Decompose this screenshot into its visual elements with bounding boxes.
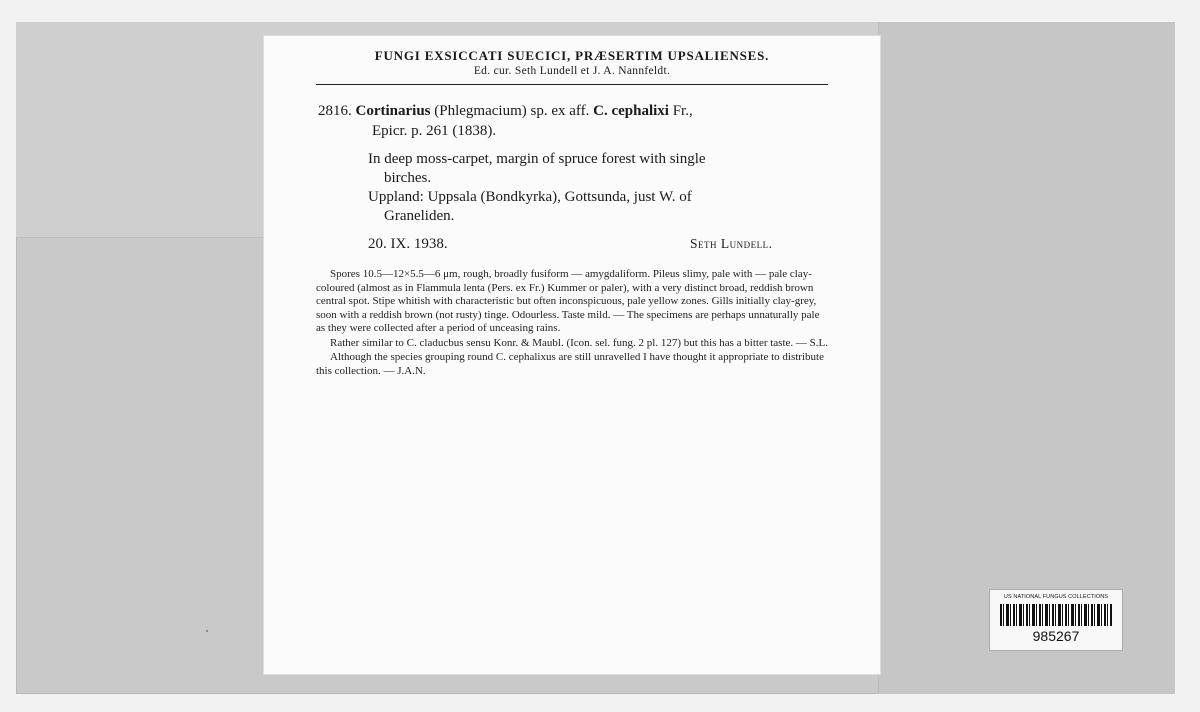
- entry-number: 2816.: [318, 103, 352, 119]
- taxon-author: Fr.,: [668, 103, 693, 119]
- locality-text: [368, 188, 828, 226]
- taxon-genus: Cortinarius: [355, 103, 431, 119]
- catalog-number: 985267: [1032, 628, 1080, 644]
- taxon-section: (Phlegmacium) sp. ex aff.: [430, 103, 594, 119]
- entry-heading: [318, 102, 838, 121]
- paper-speck: [206, 630, 208, 632]
- notes-paragraph: Although the species grouping round C. cephalixus are still unravelled I have thought it appropriate to distribute this collection. — J.A.N.: [316, 351, 824, 377]
- exsiccata-label: [264, 36, 880, 674]
- collection-date: 20. IX. 1938.: [368, 236, 448, 252]
- collection-name: US NATIONAL FUNGUS COLLECTIONS: [1003, 594, 1109, 600]
- barcode-tag: [990, 590, 1122, 650]
- notes-paragraph: Rather similar to C. claducbus sensu Konr. & Maubl. (Icon. sel. fung. 2 pl. 127) but this has a bitter taste. — S.L.: [330, 336, 828, 349]
- habitat-line: In deep moss-carpet, margin of spruce forest with single: [368, 151, 706, 167]
- series-title: FUNGI EXSICCATI SUECICI, PRÆSERTIM UPSALIENSES.: [374, 48, 770, 63]
- locality-line: Graneliden.: [384, 208, 455, 224]
- locality-line: Uppland: Uppsala (Bondkyrka), Gottsunda, just W. of: [368, 189, 692, 205]
- taxon-reference: C. cephalixi: [593, 103, 669, 119]
- descriptive-notes: [316, 268, 830, 378]
- habitat-text: [368, 150, 828, 188]
- habitat-line: birches.: [384, 170, 432, 186]
- header-rule: [316, 84, 828, 85]
- notes-paragraph: Spores 10.5—12×5.5—6 μm, rough, broadly fusiform — amygdaliform. Pileus slimy, pale with — pale clay-coloured (almost as in Flammula lenta (Pers. ex Fr.) Kummer or paler), with a very distinct broad, reddish brown central spot. Stipe whitish with characteristic but often inconspicuous, pale yellow zones. Gills initially clay-grey, soon with a reddish brown (not rusty) tinge. Odourless. Taste mild. — The specimens are perhaps unnaturally pale as they were collected after a period of unceasing rains.: [316, 268, 820, 334]
- publication-reference: Epicr. p. 261 (1838).: [372, 123, 497, 139]
- barcode-icon: [1000, 604, 1112, 626]
- collector-name: Seth Lundell.: [690, 236, 773, 251]
- series-editors: Ed. cur. Seth Lundell et J. A. Nannfeldt.: [473, 65, 671, 77]
